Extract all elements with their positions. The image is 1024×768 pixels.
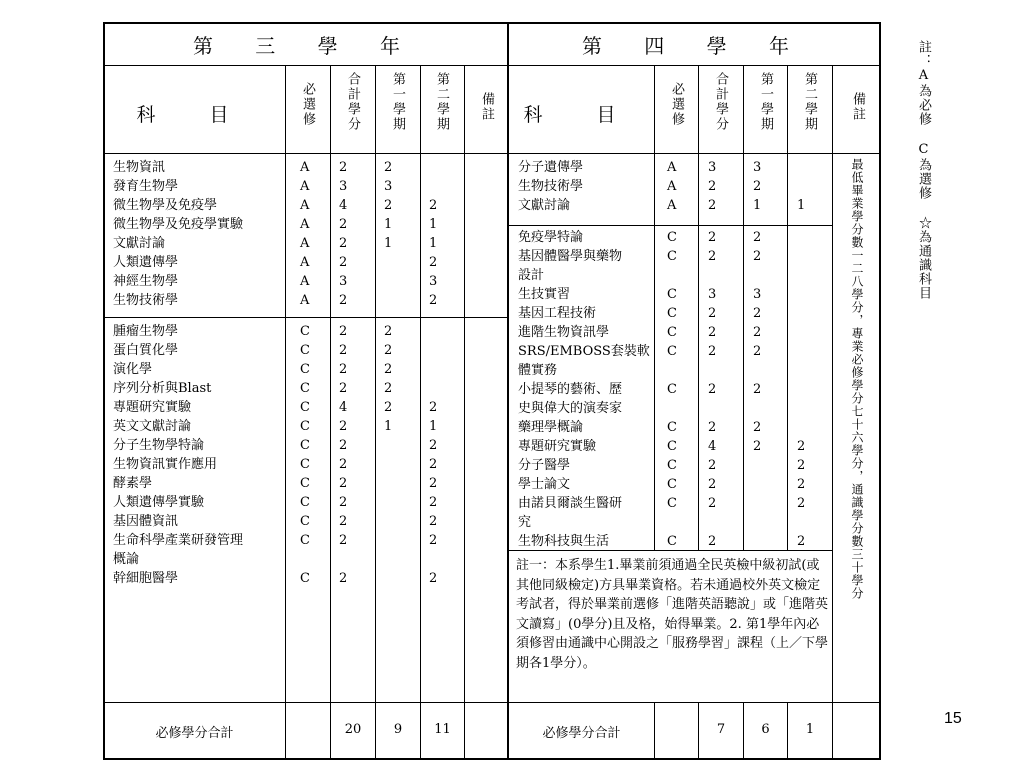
y4-note-header: 備註	[850, 92, 865, 122]
grid-line	[743, 65, 744, 550]
grid-line	[698, 65, 699, 550]
y4-elective-sem1: 2 2 3 2 2 2 2 2 2	[753, 230, 762, 454]
legend-note: 註：A為必修 C為選修 ☆為通識科目	[916, 40, 931, 300]
y3-footer-total: 20	[344, 722, 362, 737]
y4-required-header: 必選修	[669, 82, 684, 127]
y3-required-sem2: 2 1 1 2 3 2	[429, 198, 438, 308]
grid-line	[832, 65, 833, 759]
y4-required-courses: 分子遺傳學 生物技術學 文獻討論	[518, 160, 584, 213]
y4-footer-total: 7	[716, 722, 726, 737]
y4-required-sem2: 1	[797, 198, 806, 213]
y4-elective-sem2: 2 2 2 2 2	[797, 439, 806, 549]
year3-title: 第 三 學 年	[192, 34, 419, 58]
y3-elective-sem2: 2 1 2 2 2 2 2 2 2	[429, 400, 438, 586]
y4-subject-header: 科 目	[523, 104, 640, 126]
grid-line	[654, 65, 655, 550]
y3-footer-sem1: 9	[393, 722, 403, 737]
y4-required-type: A A A	[667, 160, 677, 213]
grid-line	[787, 65, 788, 550]
y4-elective-courses: 免疫學特論 基因體醫學與藥物 設計 生技實習 基因工程技術 進階生物資訊學 SRS/EMBOSS套裝軟 體實務 小提琴的藝術、歷 史與偉大的演奏家 藥理學概論 專題研究實驗 分子醫學 學士論文 由諾貝爾談生醫研 究 生物科技與生活	[518, 230, 650, 549]
y3-required-total: 2 3 4 2 2 2 3 2	[339, 160, 348, 308]
y3-elective-sem1: 2 2 2 2 2 1	[384, 324, 393, 434]
grid-line	[330, 65, 331, 759]
page-number: 15	[944, 710, 962, 727]
y4-footer-sem1: 6	[761, 722, 770, 737]
y3-subject-header: 科 目	[136, 104, 253, 126]
y4-required-total: 3 2 2	[708, 160, 717, 213]
y3-required-courses: 生物資訊 發育生物學 微生物學及免疫學 微生物學及免疫學實驗 文獻討論 人類遺傳學 神經生物學 生物技術學	[113, 160, 244, 308]
grid-line	[464, 65, 465, 759]
grid-line	[654, 702, 655, 759]
year4-title: 第 四 學 年	[581, 34, 808, 58]
y4-sem1-header: 第一學期	[758, 72, 773, 132]
y3-note-header: 備註	[479, 92, 494, 122]
y3-sem2-header: 第二學期	[434, 72, 449, 132]
y3-elective-total: 2 2 2 2 4 2 2 2 2 2 2 2 2	[339, 324, 348, 586]
y3-required-header: 必選修	[300, 82, 315, 127]
y4-elective-total: 2 2 3 2 2 2 2 2 4 2 2 2 2	[708, 230, 717, 549]
y3-elective-type: C C C C C C C C C C C C C	[300, 324, 310, 586]
y3-required-type: A A A A A A A A	[300, 160, 310, 308]
y3-sem1-header: 第一學期	[390, 72, 405, 132]
grid-line	[104, 153, 880, 154]
y3-required-sem1: 2 3 2 1 1	[384, 160, 393, 251]
grid-line	[285, 65, 286, 759]
y3-total-header: 合計學分	[345, 72, 360, 132]
y4-remarks: 最低畢業學分數一二八學分，專業必修學分七十六學分，通識學分數三十學分	[850, 158, 864, 600]
grid-line	[375, 65, 376, 759]
grid-line	[104, 317, 508, 318]
graduation-note: 註一：本系學生1.畢業前須通過全民英檢中級初試(或其他同級檢定)方具畢業資格。若未通過校外英文檢定考試者，得於畢業前選修「進階英語聽說」或「進階英文讀寫」(0學分)且及格，始得畢業。2. 第1學年內必須修習由通識中心開設之「服務學習」課程（上／下學期各1學分）。	[516, 558, 829, 671]
y4-footer-sem2: 1	[805, 722, 815, 737]
y3-footer-sem2: 11	[434, 722, 451, 737]
y3-elective-courses: 腫瘤生物學 蛋白質化學 演化學 序列分析與Blast 專題研究實驗 英文文獻討論 分子生物學特論 生物資訊實作應用 酵素學 人類遺傳學實驗 基因體資訊 生命科學產業研發管理 概論 幹細胞醫學	[113, 324, 244, 586]
y4-footer-label: 必修學分合計	[542, 726, 621, 741]
y4-elective-type: C C C C C C C C C C C C C	[667, 230, 677, 549]
grid-line	[508, 225, 832, 226]
y3-footer-label: 必修學分合計	[155, 726, 234, 741]
y4-required-sem1: 3 2 1	[753, 160, 762, 213]
grid-line	[420, 65, 421, 759]
grid-line	[104, 702, 880, 703]
grid-line	[507, 23, 509, 759]
grid-line	[104, 65, 880, 66]
y4-total-header: 合計學分	[713, 72, 728, 132]
y4-sem2-header: 第二學期	[802, 72, 817, 132]
